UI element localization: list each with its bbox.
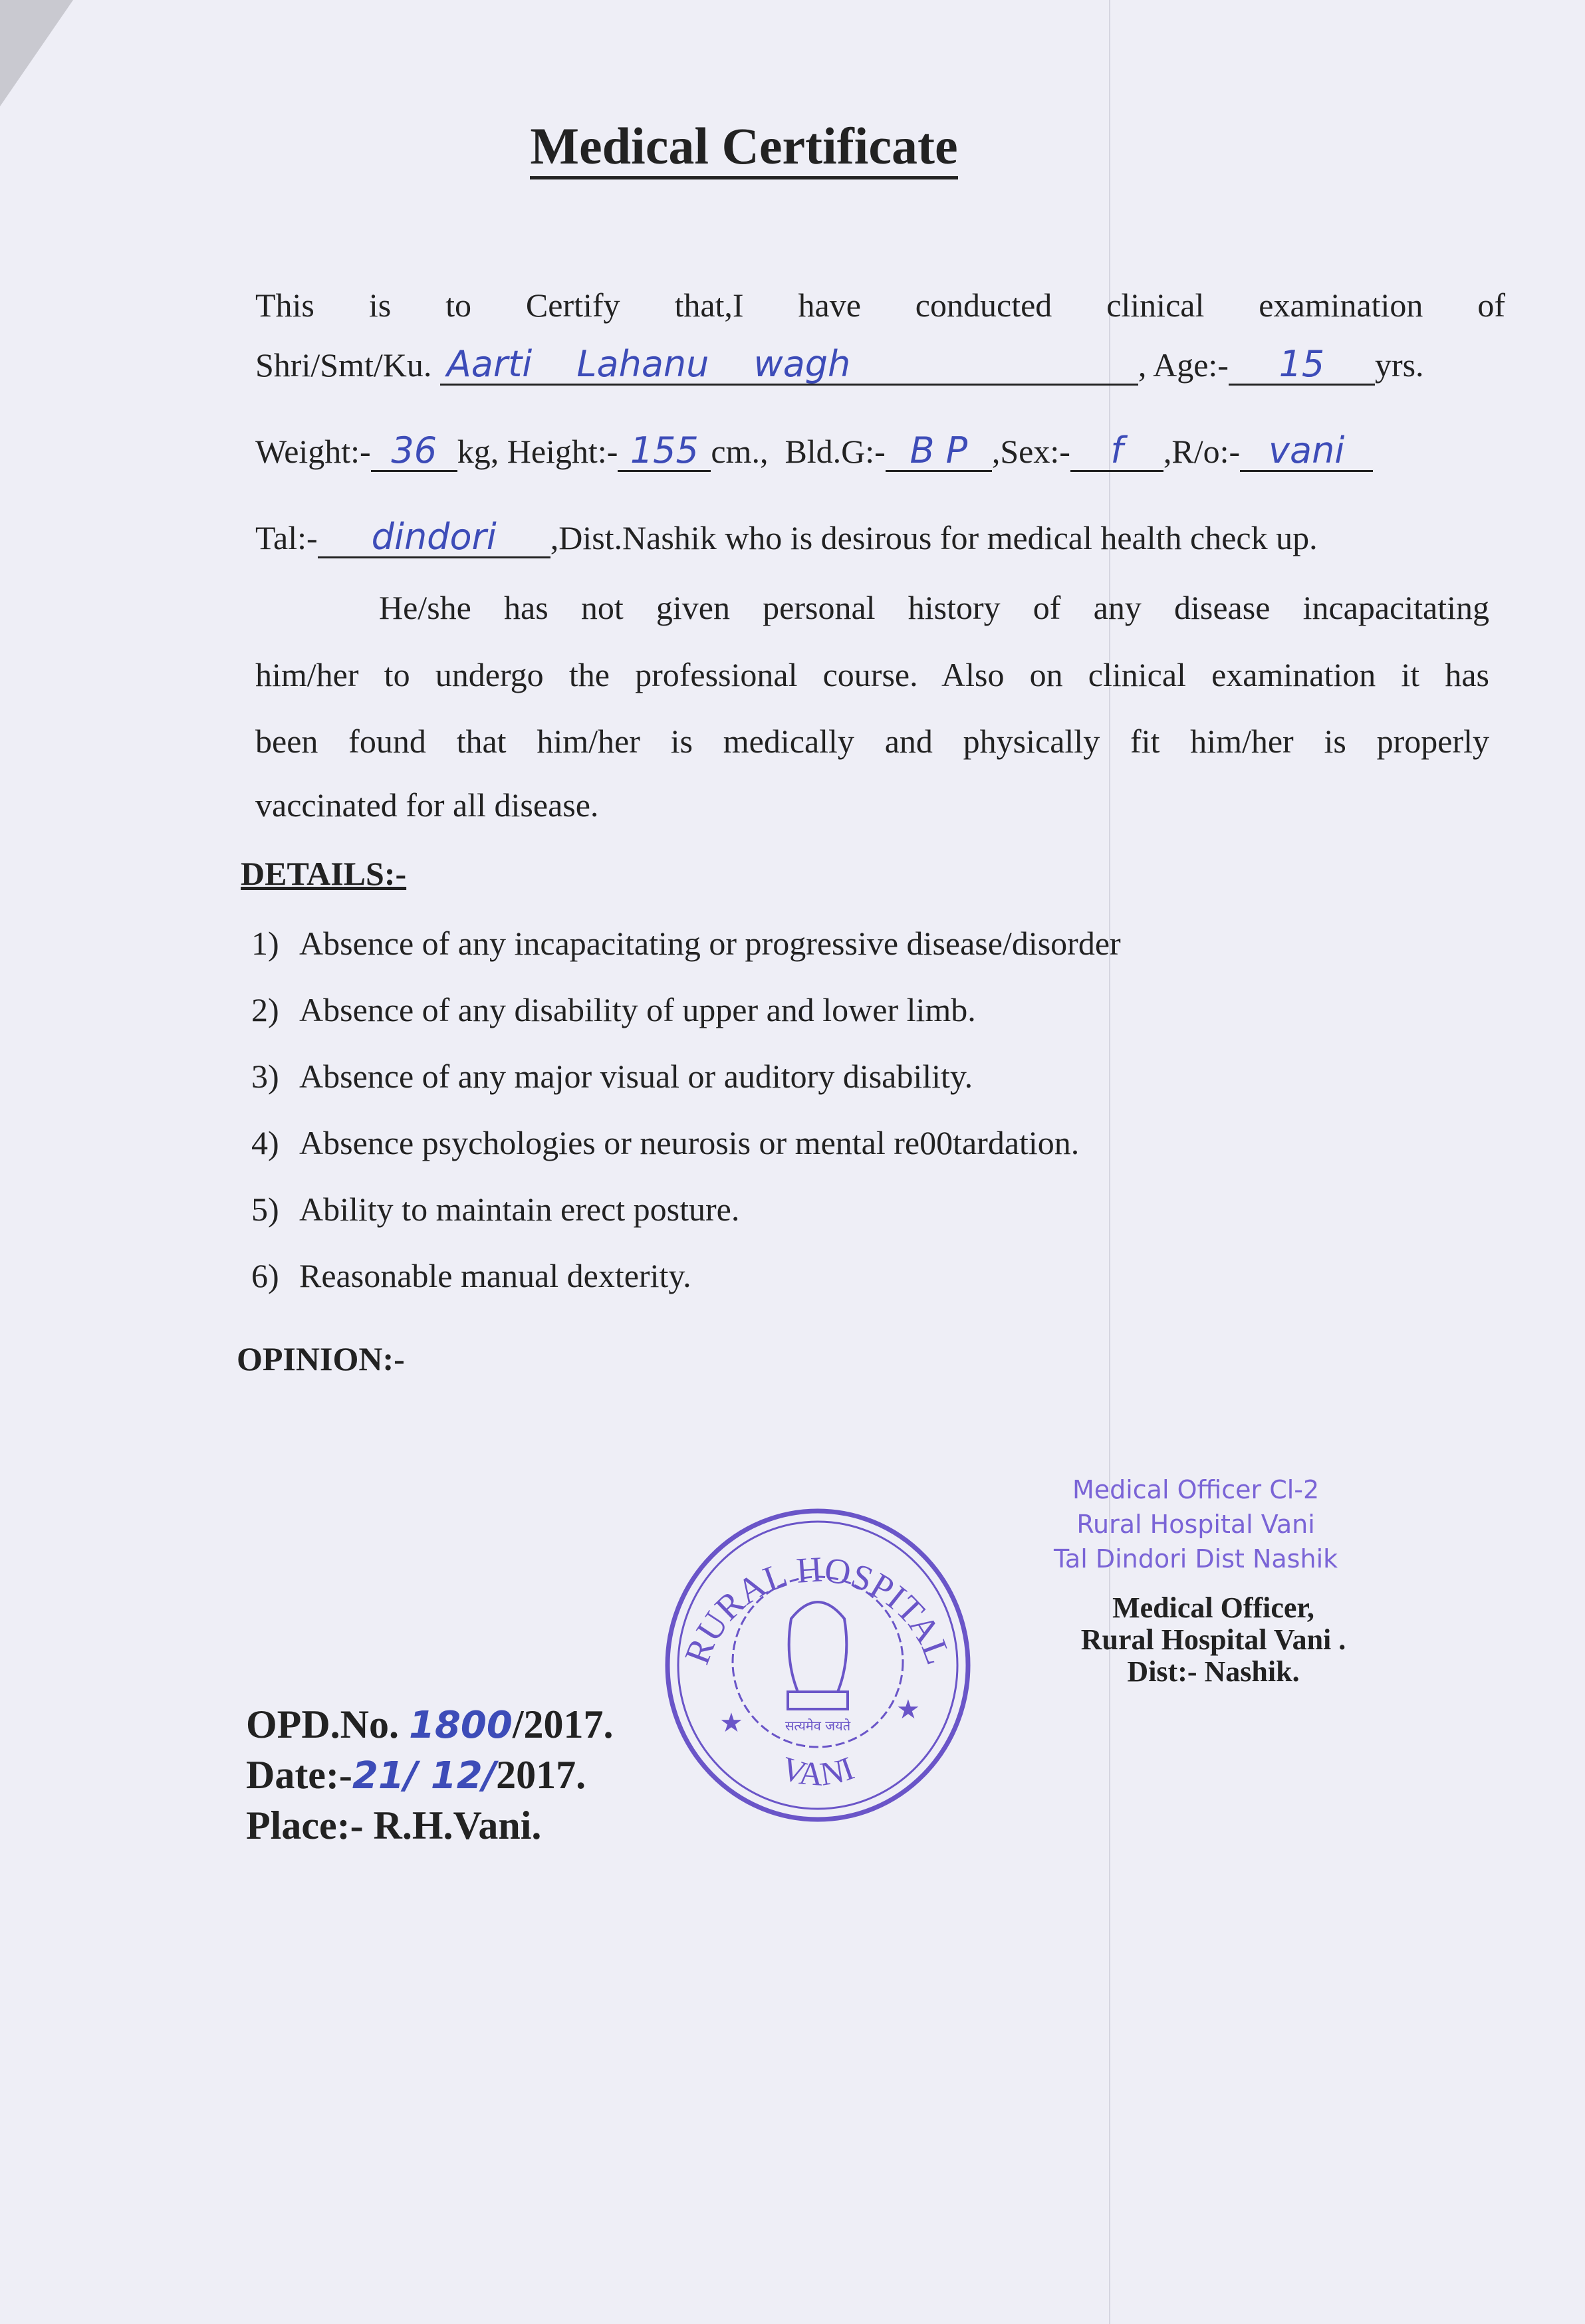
taluka-field: dindori (318, 519, 550, 558)
age-field: 15 (1229, 346, 1375, 386)
vitals-line: Weight:- 36 kg, Height:- 155 cm., Bld.G:- B P ,Sex:- f ,R/o:- vani (255, 432, 1505, 472)
blood-group-field: B P (886, 432, 992, 472)
opinion-heading: OPINION:- (237, 1340, 405, 1377)
detail-item: 1) Absence of any incapacitating or progressive disease/disorder (251, 925, 1121, 962)
residence-field: vani (1240, 432, 1373, 472)
star-icon: ★ (719, 1708, 743, 1738)
page-title: Medical Certificate (0, 116, 1585, 176)
intro-line: This is to Certify that,I have conducted clinical examination of (255, 287, 1505, 324)
weight-field: 36 (371, 432, 457, 472)
folded-corner (0, 0, 73, 106)
name-field: Aarti Lahanu wagh (440, 346, 1138, 386)
date: Date:-21/ 12/2017. (246, 1753, 586, 1798)
detail-item: 5) Ability to maintain erect posture. (251, 1191, 740, 1228)
star-icon: ★ (896, 1694, 920, 1724)
emblem-icon (788, 1602, 848, 1709)
officer-rubber-stamp: Medical Officer Cl-2 Rural Hospital Vani Tal Dindori Dist Nashik (1054, 1475, 1338, 1573)
detail-item: 6) Reasonable manual dexterity. (251, 1257, 691, 1294)
height-field: 155 (618, 432, 711, 472)
detail-item: 2) Absence of any disability of upper and lower limb. (251, 991, 976, 1028)
taluka-line: Tal:- dindori ,Dist.Nashik who is desirous for medical health check up. (255, 516, 1318, 558)
seal-top-text: RURAL HOSPITAL (676, 1549, 959, 1670)
hospital-seal-stamp (658, 1506, 977, 1825)
place: Place:- R.H.Vani. (246, 1803, 542, 1847)
details-heading: DETAILS:- (241, 855, 407, 892)
sex-field: f (1070, 432, 1163, 472)
opd-number: OPD.No. 1800/2017. (246, 1702, 614, 1747)
detail-item: 3) Absence of any major visual or auditory disability. (251, 1058, 973, 1095)
paragraph-line: vaccinated for all disease. (255, 786, 599, 824)
detail-item: 4) Absence psychologies or neurosis or mental re00tardation. (251, 1124, 1080, 1161)
name-line: Shri/Smt/Ku. Aarti Lahanu wagh , Age:- 15 yrs. (255, 343, 1424, 385)
paragraph-line: been found that him/her is medically and physically fit him/her is properly (255, 723, 1489, 760)
seal-bottom-text: VANI (777, 1749, 859, 1793)
officer-signature-block: Medical Officer, Rural Hospital Vani . Dist:- Nashik. (1080, 1591, 1346, 1688)
paragraph-line: him/her to undergo the professional course. Also on clinical examination it has (255, 656, 1489, 693)
paragraph-line: He/she has not given personal history of any disease incapacitating (379, 589, 1489, 626)
seal-motto: सत्यमेव जयते (785, 1718, 851, 1734)
